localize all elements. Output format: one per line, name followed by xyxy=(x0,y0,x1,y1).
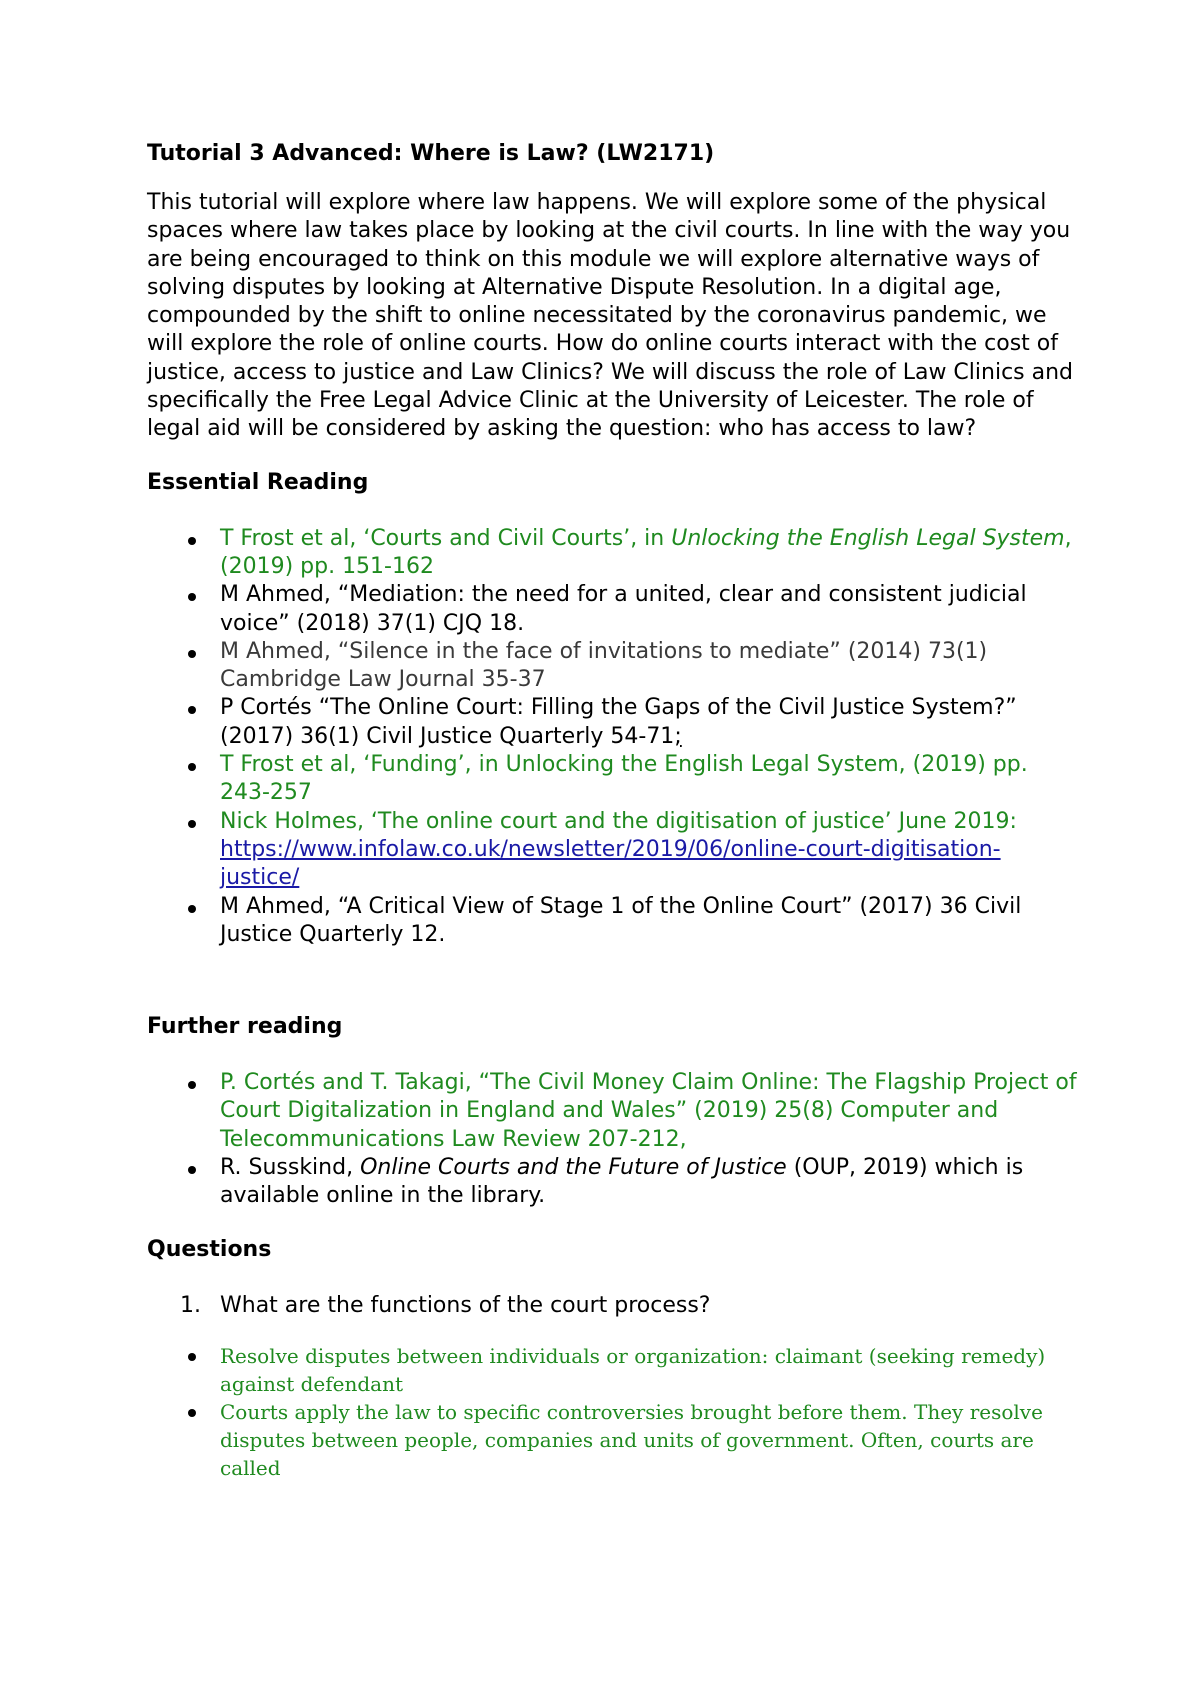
questions-heading: Questions xyxy=(147,1236,272,1262)
bullet-icon xyxy=(188,1166,196,1174)
list-item: M Ahmed, “Silence in the face of invitations to mediate” (2014) 73(1) Cambridge Law Journal 35-37 xyxy=(147,638,1077,695)
essential-reading-list xyxy=(147,525,1077,949)
bullet-icon xyxy=(188,1409,196,1417)
further-reading-heading: Further reading xyxy=(147,1014,343,1040)
list-item: M Ahmed, “Mediation: the need for a united, clear and consistent judicial voice” (2018) 37(1) CJQ 18. xyxy=(147,581,1077,638)
bullet-icon xyxy=(188,593,196,601)
list-item: P. Cortés and T. Takagi, “The Civil Money Claim Online: The Flagship Project of Court Digitalization in England and Wales” (2019) 25(8) Computer and Telecommunications Law Review 207-212, xyxy=(147,1069,1077,1154)
bullet-icon xyxy=(188,706,196,714)
list-item: Nick Holmes, ‘The online court and the digitisation of justice’ June 2019: https://www.infolaw.co.uk/newsletter/2019/06/online-court-digitisation-justice/ xyxy=(147,808,1077,893)
document-title: Tutorial 3 Advanced: Where is Law? (LW2171) xyxy=(147,141,715,166)
bullet-icon xyxy=(188,763,196,771)
list-item: T Frost et al, ‘Funding’, in Unlocking the English Legal System, (2019) pp. 243-257 xyxy=(147,751,1077,808)
questions-list xyxy=(147,1292,1077,1320)
bullet-icon xyxy=(188,650,196,658)
list-item: R. Susskind, Online Courts and the Future of Justice (OUP, 2019) which is available online in the library. xyxy=(147,1154,1077,1211)
list-item: M Ahmed, “A Critical View of Stage 1 of the Online Court” (2017) 36 Civil Justice Quarterly 12. xyxy=(147,893,1077,950)
bullet-icon xyxy=(188,1353,196,1361)
question-item: 1. What are the functions of the court process? xyxy=(147,1292,1077,1320)
question-number: 1. xyxy=(180,1292,201,1318)
reference-link[interactable]: https://www.infolaw.co.uk/newsletter/2019/06/online-court-digitisation-justice/ xyxy=(220,836,1001,891)
bullet-icon xyxy=(188,537,196,545)
essential-reading-heading: Essential Reading xyxy=(147,469,369,495)
list-item: P Cortés “The Online Court: Filling the Gaps of the Civil Justice System?” (2017) 36(1) Civil Justice Quarterly 54-71; xyxy=(147,694,1077,751)
intro-paragraph: This tutorial will explore where law happens. We will explore some of the physical spaces where law takes place by looking at the civil courts. In line with the way you are being encouraged to think on this module we will explore alternative ways of solving disputes by looking at Alternative Dispute Resolution. In a digital age, compounded by the shift to online necessitated by the coronavirus pandemic, we will explore the role of online courts. How do online courts interact with the cost of justice, access to justice and Law Clinics? We will discuss the role of Law Clinics and specifically the Free Legal Advice Clinic at the University of Leicester. The role of legal aid will be considered by asking the question: who has access to law? xyxy=(147,190,1074,442)
bullet-icon xyxy=(188,905,196,913)
further-reading-list xyxy=(147,1069,1077,1210)
document-page xyxy=(147,140,1077,1482)
answer-item: Courts apply the law to specific controversies brought before them. They resolve disputes between people, companies and units of government. Often, courts are called xyxy=(147,1398,1077,1482)
answer-item: Resolve disputes between individuals or organization: claimant (seeking remedy) against defendant xyxy=(147,1342,1077,1398)
bullet-icon xyxy=(188,820,196,828)
list-item: T Frost et al, ‘Courts and Civil Courts’, in Unlocking the English Legal System, (2019) pp. 151-162 xyxy=(147,525,1077,582)
bullet-icon xyxy=(188,1081,196,1089)
answers-list xyxy=(147,1342,1077,1482)
